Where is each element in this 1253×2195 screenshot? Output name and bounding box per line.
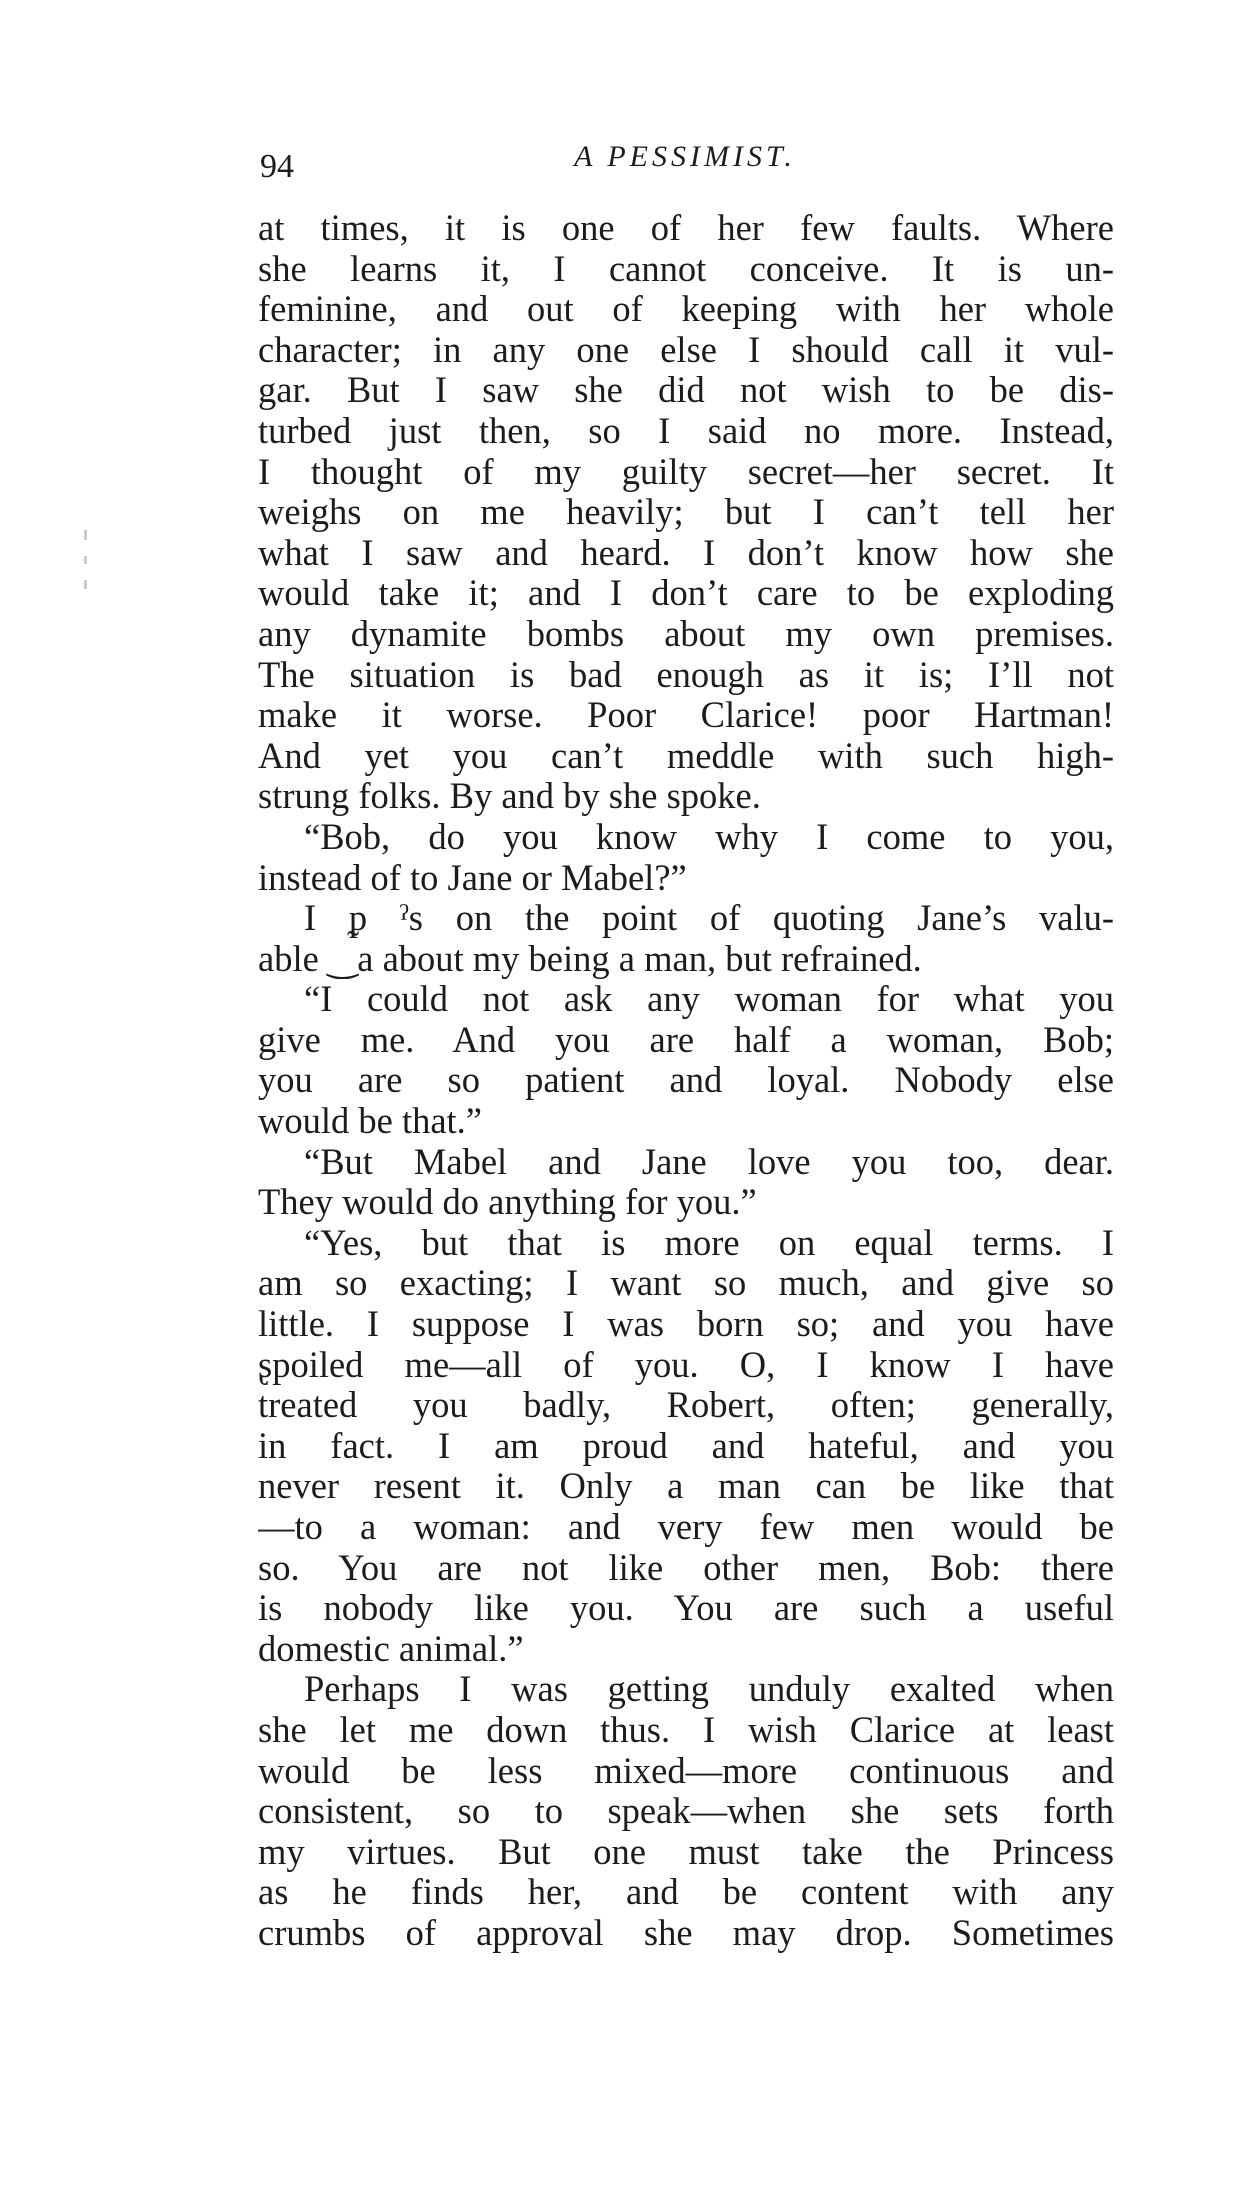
text-line: crumbs of approval she may drop. Sometimes (258, 1912, 1114, 1953)
text-line: she let me down thus. I wish Clarice at least (258, 1709, 1114, 1750)
text-line: gar. But I saw she did not wish to be dis- (258, 370, 1114, 411)
text-line: I ᵱ ˀs on the point of quoting Jane’s valu- (304, 898, 1114, 939)
text-line: you are so patient and loyal. Nobody else (258, 1060, 1114, 1101)
text-line: ʂpoiled me—all of you. O, I know I have (258, 1344, 1114, 1385)
text-line: never resent it. Only a man can be like that (258, 1466, 1114, 1507)
running-title: A PESSIMIST. (574, 140, 796, 173)
text-line: “I could not ask any woman for what you (304, 979, 1114, 1020)
text-line: would be that.” (258, 1101, 483, 1142)
text-line: so. You are not like other men, Bob: there (258, 1547, 1114, 1588)
text-line: is nobody like you. You are such a useful (258, 1588, 1114, 1629)
page-header (260, 140, 1110, 200)
text-line: domestic animal.” (258, 1628, 524, 1669)
text-line: “Yes, but that is more on equal terms. I (304, 1222, 1114, 1263)
text-line: strung folks. By and by she spoke. (258, 776, 761, 817)
text-line: —to a woman: and very few men would be (258, 1507, 1114, 1547)
text-line: little. I suppose I was born so; and you have (258, 1304, 1114, 1345)
text-line: The situation is bad enough as it is; I’ll not (258, 654, 1114, 695)
text-line: “Bob, do you know why I come to you, (304, 816, 1114, 857)
text-line: she learns it, I cannot conceive. It is un- (258, 248, 1114, 289)
text-line: consistent, so to speak—when she sets forth (258, 1791, 1114, 1832)
text-line: And yet you can’t meddle with such high- (258, 735, 1114, 776)
page-number: 94 (260, 148, 294, 185)
text-line: character; in any one else I should call it vul- (258, 329, 1114, 370)
text-line: instead of to Jane or Mabel?” (258, 857, 687, 898)
text-line: feminine, and out of keeping with her whole (258, 289, 1114, 330)
text-line: what I saw and heard. I don’t know how she (258, 532, 1114, 573)
text-line: would take it; and I don’t care to be exploding (258, 573, 1114, 614)
text-line: as he finds her, and be content with any (258, 1872, 1114, 1913)
text-line: “But Mabel and Jane love you too, dear. (304, 1141, 1114, 1182)
text-line: my virtues. But one must take the Princess (258, 1831, 1114, 1872)
text-line: at times, it is one of her few faults. Where (258, 208, 1114, 248)
margin-smudge (84, 530, 87, 540)
text-line: treated you badly, Robert, often; generally, (258, 1385, 1114, 1426)
body-text (258, 208, 1114, 1954)
margin-smudge (84, 556, 87, 564)
text-line: weighs on me heavily; but I can’t tell her (258, 492, 1114, 533)
text-line: am so exacting; I want so much, and give so (258, 1263, 1114, 1304)
text-line: in fact. I am proud and hateful, and you (258, 1425, 1114, 1466)
text-line: able ‿a about my being a man, but refrained. (258, 938, 922, 979)
margin-smudge (84, 580, 87, 589)
text-line: I thought of my guilty secret—her secret. It (258, 451, 1114, 492)
text-line: make it worse. Poor Clarice! poor Hartman! (258, 695, 1114, 736)
text-line: would be less mixed—more continuous and (258, 1750, 1114, 1791)
text-line: turbed just then, so I said no more. Instead, (258, 410, 1114, 451)
text-line: Perhaps I was getting unduly exalted when (304, 1669, 1114, 1710)
text-line: any dynamite bombs about my own premises. (258, 613, 1114, 654)
text-line: give me. And you are half a woman, Bob; (258, 1019, 1114, 1060)
text-line: They would do anything for you.” (258, 1182, 757, 1223)
